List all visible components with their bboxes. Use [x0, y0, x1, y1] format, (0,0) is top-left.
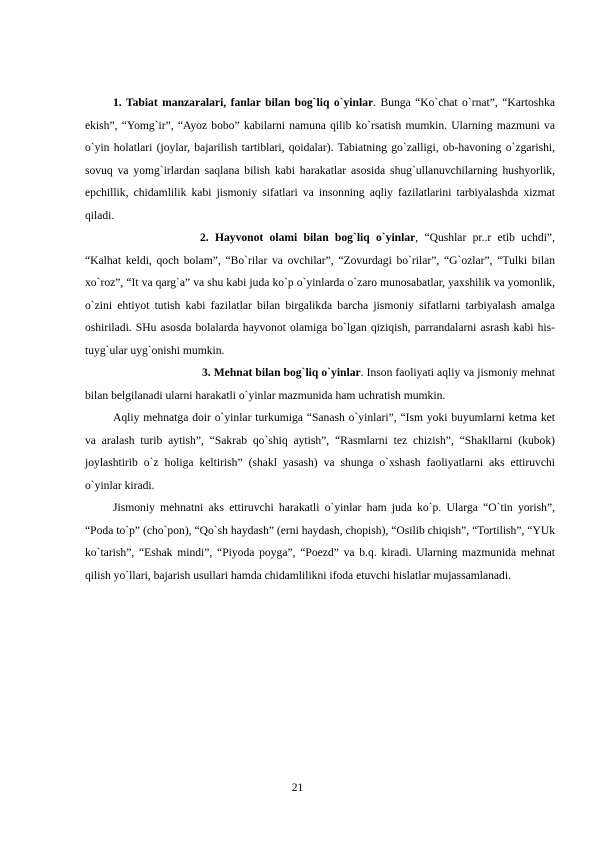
paragraph-text: Aqliy mehnatga doir o`yinlar turkumiga “Sanash o`yinlari”, “Ism yoki buyumlarni ketma ket va aralash turib aytish”, “Sakrab qo`shiq aytish”, “Rasmlarni tez chizish”, “Shakllarni (kubok) joylashtirib o`z holiga keltirish” (shakl yasash) va shunga o`xshash faoliyatlarni aks ettiruvchi o`yinlar kiradi.: [85, 411, 555, 492]
paragraph-labor-games: [85, 362, 555, 407]
paragraph-text: , “Qushlar pr..r etib uchdi”, “Kalhat keldi, qoch bolam”, “Bo`rilar va ovchilar”, “Zovurdagi bo`rilar”, “G`ozlar”, “Tulki bilan xo`roz”, “It va qarg`a” va shu kabi juda ko`p o`yinlarda o`zaro munosabatlar, yaxshilik va yomonlik, o`zini ehtiyot tutish kabi fazilatlar bilan birgalikda barcha jismoniy sifatlarni tarbiyalash amalga oshiriladi. SHu asosda bolalarda hayvonot olamiga bo`lgan qiziqish, parrandalarni asrash kabi his-tuyg`ular uyg`onishi mumkin.: [85, 231, 555, 357]
paragraph-text: Jismoniy mehnatni aks ettiruvchi harakatli o`yinlar ham juda ko`p. Ularga “O`tin yorish”, “Poda to`p” (cho`pon), “Qo`sh haydash” (erni haydash, chopish), “Osilib chiqish”, “Tortilish”, “YUk ko`tarish”, “Eshak mindi”, “Piyoda poyga”, “Poezd” va b.q. kiradi. Ularning mazmunida mehnat qilish yo`llari, bajarish usullari hamda chidamlilikni ifoda etuvchi hislatlar mujassamlanadi.: [85, 501, 555, 582]
heading-nature-games: 1. Tabiat manzaralari, fanlar bilan bog`liq o`yinlar: [113, 96, 374, 109]
document-body: [85, 92, 555, 587]
paragraph-mental-labor: [85, 407, 555, 497]
heading-animal-games: 2. Hayvonot olami bilan bog`liq o`yinlar: [200, 231, 416, 244]
paragraph-animal-games: [85, 227, 555, 362]
heading-labor-games: 3. Mehnat bilan bog`liq o`yinlar: [202, 366, 361, 379]
paragraph-physical-labor: [85, 497, 555, 587]
paragraph-text: . Inson faoliyati aqliy va jismoniy mehnat bilan belgilanadi ularni harakatli o`yinlar mazmunida ham uchratish mumkin.: [85, 366, 555, 402]
page-number: 21: [291, 781, 304, 794]
paragraph-text: . Bunga “Ko`chat o`rnat”, “Kartoshka ekish”, “Yomg`ir”, “Ayoz bobo” kabilarni namuna qilib ko`rsatish mumkin. Ularning mazmuni va o`yin holatlari (joylar, bajarilish tartiblari, qoidalar). Tabiatning go`zalligi, ob-havoning o`zgarishi, sovuq va yomg`irlardan saqlana bilish kabi harakatlar asosida shug`ullanuvchilarning hushyorlik, epchillik, chidamlilik kabi jismoniy sifatlari va insonning aqliy fazilatlarini tarbiyalashda xizmat qiladi.: [85, 96, 555, 222]
paragraph-nature-games: [85, 92, 555, 227]
